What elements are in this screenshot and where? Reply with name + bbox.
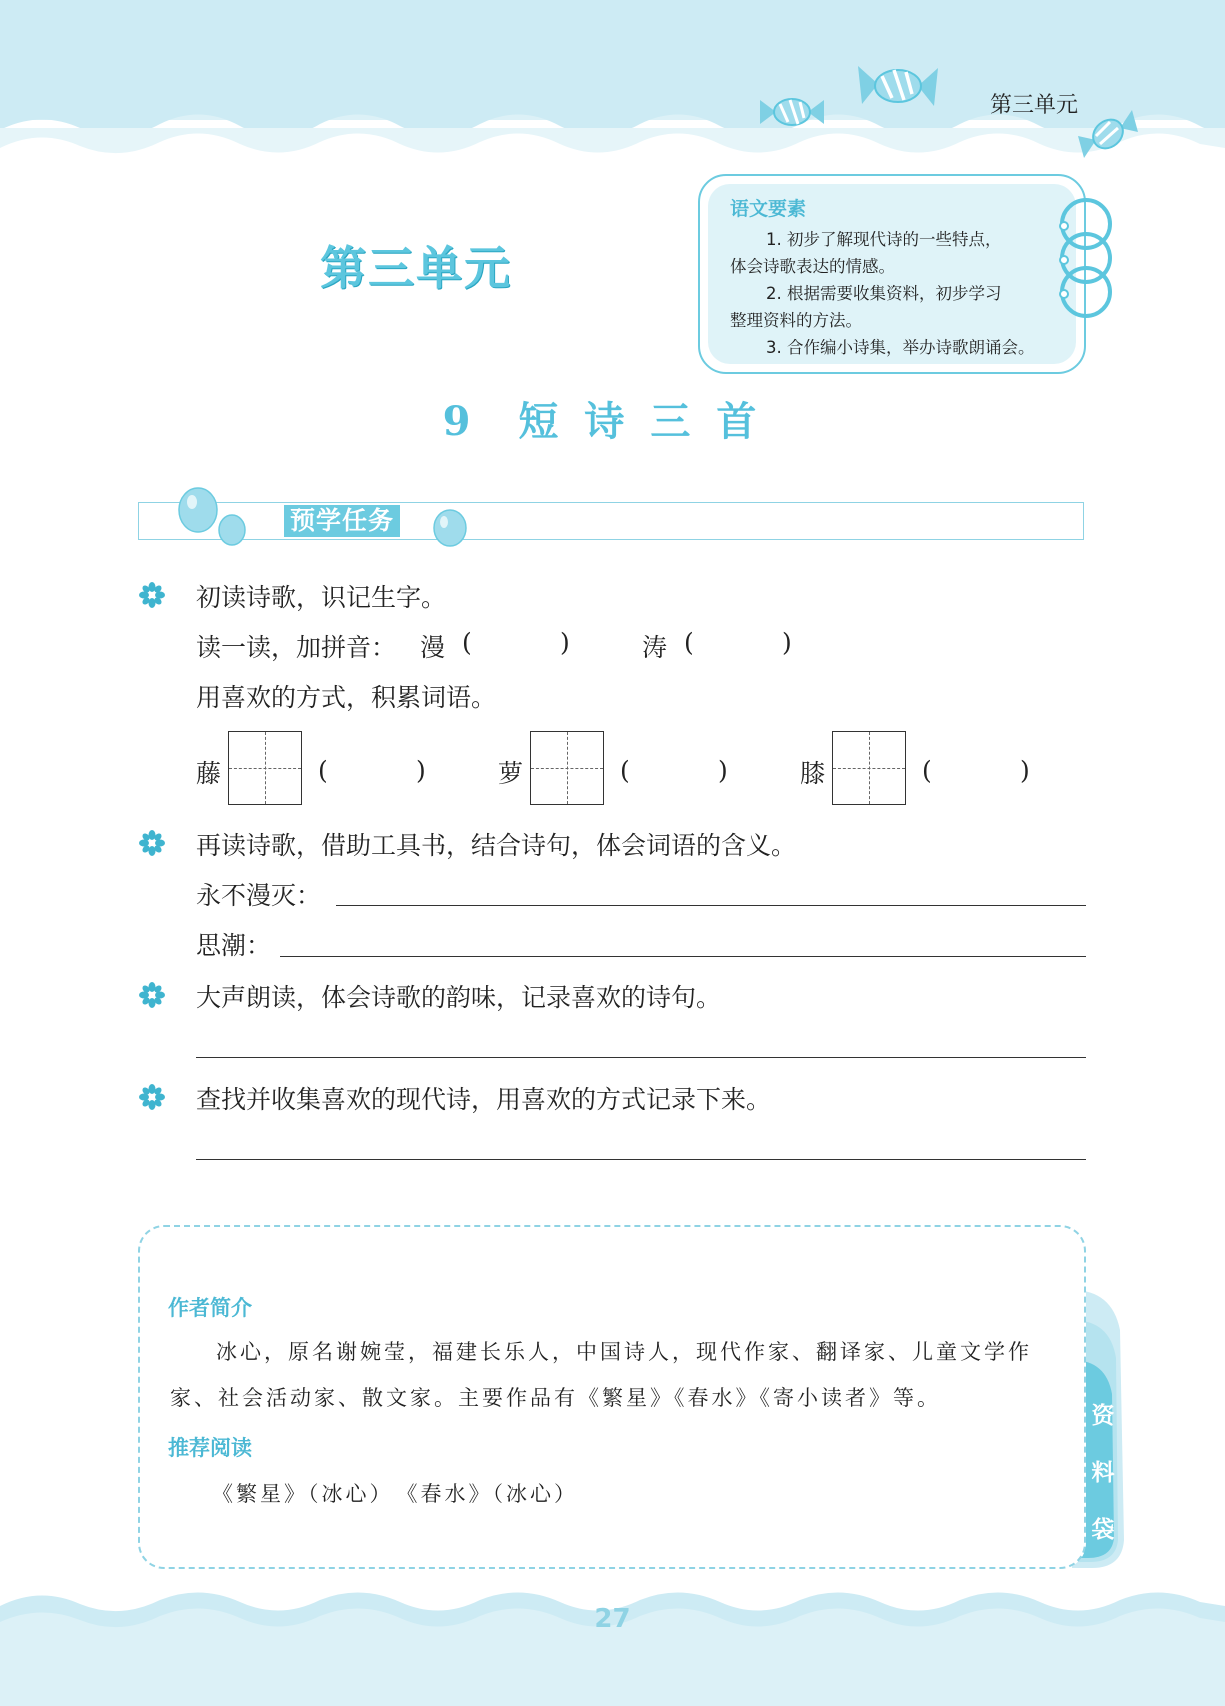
requirement-item: 2. 根据需要收集资料，初步学习 bbox=[766, 284, 1002, 303]
tab-char: 料 bbox=[1091, 1460, 1115, 1486]
requirements-list bbox=[730, 226, 1070, 361]
lesson-number: 9 bbox=[442, 398, 497, 445]
pinyin-prompt: 读一读，加拼音： bbox=[196, 633, 397, 662]
header-wave-background bbox=[0, 0, 1225, 170]
requirement-item: 3. 合作编小诗集，举办诗歌朗诵会。 bbox=[766, 338, 1035, 357]
author-line-2: 家、社会活动家、散文家。主要作品有《繁星》《春水》《寄小读者》等。 bbox=[170, 1386, 941, 1410]
candy-icon bbox=[1078, 106, 1138, 162]
binder-rings-icon bbox=[1050, 196, 1122, 326]
flower-bullet-icon bbox=[139, 982, 165, 1008]
grid-char-3: 膝 bbox=[800, 759, 826, 788]
paren-close: ) bbox=[782, 628, 792, 657]
unit-title: 第三单元 bbox=[320, 241, 512, 295]
writing-grid[interactable] bbox=[832, 731, 906, 805]
term-2: 思潮： bbox=[196, 931, 272, 960]
paren-close: ) bbox=[560, 628, 570, 657]
paren-open: ( bbox=[462, 628, 472, 657]
tab-char: 资 bbox=[1091, 1403, 1115, 1429]
paren-close: ) bbox=[1020, 756, 1030, 785]
vocab-prompt: 用喜欢的方式，积累词语。 bbox=[196, 683, 497, 712]
answer-line[interactable] bbox=[280, 956, 1086, 957]
flower-bullet-icon bbox=[139, 830, 165, 856]
writing-grid[interactable] bbox=[530, 731, 604, 805]
grid-char-2: 萝 bbox=[498, 759, 524, 788]
answer-line[interactable] bbox=[196, 1159, 1086, 1160]
requirement-item: 体会诗歌表达的情感。 bbox=[730, 257, 895, 276]
paren-close: ) bbox=[416, 756, 426, 785]
pinyin-char-1: 漫 bbox=[420, 633, 446, 662]
page-number: 27 bbox=[594, 1604, 631, 1634]
candy-icon bbox=[760, 92, 824, 132]
task4-text: 查找并收集喜欢的现代诗，用喜欢的方式记录下来。 bbox=[196, 1085, 772, 1114]
author-heading: 作者简介 bbox=[168, 1296, 252, 1320]
candy-icon bbox=[858, 60, 938, 112]
flower-bullet-icon bbox=[139, 1084, 165, 1110]
answer-line[interactable] bbox=[336, 905, 1086, 906]
requirements-title: 语文要素 bbox=[730, 198, 807, 220]
paren-close: ) bbox=[718, 756, 728, 785]
paren-open: ( bbox=[318, 756, 328, 785]
pre-study-label: 预学任务 bbox=[284, 505, 400, 537]
author-line-1: 冰心，原名谢婉莹，福建长乐人，中国诗人，现代作家、翻译家、儿童文学作 bbox=[216, 1340, 1032, 1364]
paren-open: ( bbox=[684, 628, 694, 657]
task3-text: 大声朗读，体会诗歌的韵味，记录喜欢的诗句。 bbox=[196, 983, 722, 1012]
grid-char-1: 藤 bbox=[196, 759, 222, 788]
tab-char: 袋 bbox=[1091, 1517, 1115, 1543]
term-1: 永不漫灭： bbox=[196, 881, 322, 910]
writing-grid[interactable] bbox=[228, 731, 302, 805]
answer-line[interactable] bbox=[196, 1057, 1086, 1058]
task1-text: 初读诗歌，识记生字。 bbox=[196, 583, 447, 612]
requirement-item: 整理资料的方法。 bbox=[730, 311, 862, 330]
header-unit-tag: 第三单元 bbox=[990, 93, 1079, 118]
reading-heading: 推荐阅读 bbox=[168, 1436, 252, 1460]
reading-list: 《繁星》（冰心） 《春水》（冰心） bbox=[212, 1482, 578, 1506]
requirements-box bbox=[698, 174, 1086, 374]
requirement-item: 1. 初步了解现代诗的一些特点， bbox=[766, 230, 1002, 249]
info-tab-label bbox=[1088, 1388, 1118, 1559]
pinyin-char-2: 涛 bbox=[642, 633, 668, 662]
paren-open: ( bbox=[620, 756, 630, 785]
lesson-name: 短诗三首 bbox=[518, 398, 783, 445]
lesson-title bbox=[0, 390, 1225, 447]
task2-text: 再读诗歌，借助工具书，结合诗句，体会词语的含义。 bbox=[196, 831, 797, 860]
flower-bullet-icon bbox=[139, 582, 165, 608]
paren-open: ( bbox=[922, 756, 932, 785]
